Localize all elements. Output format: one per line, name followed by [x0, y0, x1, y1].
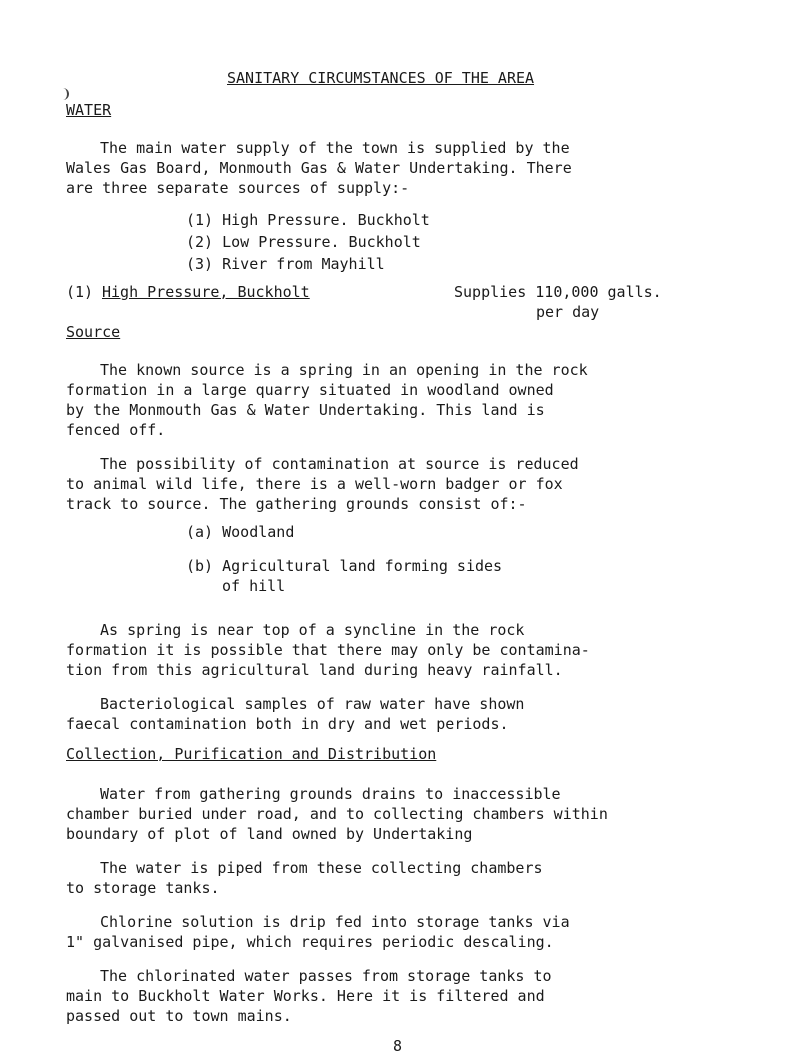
source-item-1: (1) High Pressure. Buckholt	[186, 211, 430, 229]
samples-text: Bacteriological samples of raw water have shown faecal contamination both in dry and wet periods.	[66, 695, 525, 733]
source-label: Source	[66, 323, 121, 341]
gathering-paragraph	[66, 784, 766, 844]
gathering-item-b-cont: of hill	[222, 577, 286, 595]
subsection-number: (1)	[66, 283, 94, 301]
chlorinated-paragraph	[66, 966, 766, 1026]
piped-paragraph	[66, 858, 766, 898]
page-number: 8	[393, 1037, 403, 1055]
section-heading-water: WATER	[66, 101, 112, 119]
page-title: SANITARY CIRCUMSTANCES OF THE AREA	[227, 69, 535, 87]
subsection-heading: High Pressure, Buckholt	[102, 283, 310, 301]
gathering-text: Water from gathering grounds drains to inaccessible chamber buried under road, and to collecting chambers within boundary of plot of land owned by Undertaking	[66, 785, 608, 843]
intro-text: The main water supply of the town is supplied by the Wales Gas Board, Monmouth Gas & Water Undertaking. There are three separate sources of supply:-	[66, 139, 572, 197]
piped-text: The water is piped from these collecting chambers to storage tanks.	[66, 859, 543, 897]
gathering-item-b: (b) Agricultural land forming sides	[186, 557, 503, 575]
chlorine-text: Chlorine solution is drip fed into storage tanks via 1" galvanised pipe, which requires periodic descaling.	[66, 913, 570, 951]
chlorine-paragraph	[66, 912, 766, 952]
source-item-2: (2) Low Pressure. Buckholt	[186, 233, 421, 251]
supply-volume: Supplies 110,000 galls.	[454, 283, 662, 301]
samples-paragraph	[66, 694, 766, 734]
spring-text: As spring is near top of a syncline in the rock formation it is possible that there may only be contamina- tion from this agricultural land during heavy rainfall.	[66, 621, 590, 679]
source-item-3: (3) River from Mayhill	[186, 255, 385, 273]
intro-paragraph	[66, 138, 766, 198]
supply-per-day: per day	[536, 303, 600, 321]
gathering-item-a: (a) Woodland	[186, 523, 295, 541]
contamination-text: The possibility of contamination at source is reduced to animal wild life, there is a well-worn badger or fox track to source. The gathering grounds consist of:-	[66, 455, 579, 513]
spring-paragraph	[66, 620, 766, 680]
known-source-paragraph	[66, 360, 766, 440]
margin-mark	[60, 88, 69, 100]
chlorinated-text: The chlorinated water passes from storage tanks to main to Buckholt Water Works. Here it is filtered and passed out to town mains.	[66, 967, 552, 1025]
known-source-text: The known source is a spring in an opening in the rock formation in a large quarry situated in woodland owned by the Monmouth Gas & Water Undertaking. This land is fenced off.	[66, 361, 588, 439]
collection-heading: Collection, Purification and Distribution	[66, 745, 437, 763]
contamination-paragraph	[66, 454, 766, 514]
